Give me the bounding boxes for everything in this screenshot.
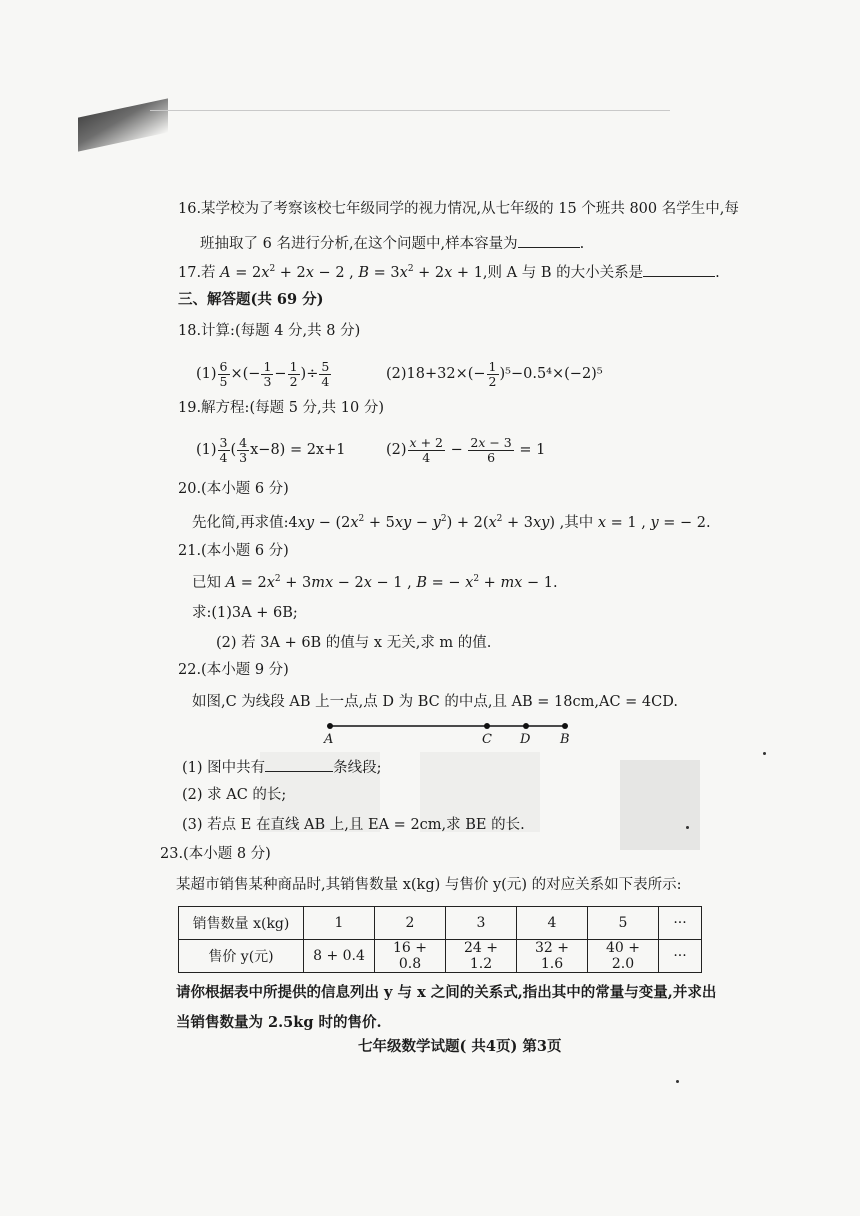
q18-head: 18.计算:(每题 4 分,共 8 分) bbox=[178, 323, 361, 339]
page-footer: 七年级数学试题( 共4页) 第3页 bbox=[358, 1038, 562, 1055]
table-cell: 32 + 1.6 bbox=[517, 940, 588, 973]
q17: 17.若 $A = 2x^2 + 2x - 2$ , $B = 3x^2 + 2x + 1$,则 A 与 B 的大小关系是 . bbox=[178, 264, 720, 281]
table-cell: 24 + 1.2 bbox=[446, 940, 517, 973]
segment-diagram bbox=[320, 716, 580, 750]
table-cell: 4 bbox=[517, 907, 588, 940]
q20-body-prefix: 先化简,再求值: bbox=[192, 515, 289, 531]
table-cell: 3 bbox=[446, 907, 517, 940]
table-cell: 40 + 2.0 bbox=[588, 940, 659, 973]
q22-p1b: 条线段; bbox=[333, 760, 382, 776]
q19-part1: (1) $\frac{3}{4}$ ( $\frac{4}{3}$ x−8) = 2x+1 bbox=[196, 434, 346, 465]
table-cell: 售价 y(元) bbox=[179, 940, 304, 973]
label-b: B bbox=[560, 732, 570, 747]
q23-ask1: 请你根据表中所提供的信息列出 y 与 x 之间的关系式,指出其中的常量与变量,并求出 bbox=[176, 984, 717, 1001]
q19-part2: (2) $\frac{x + 2}{4}$ − $\frac{2x - 3}{6}$ = 1 bbox=[386, 434, 546, 465]
q22-part1 bbox=[182, 757, 382, 777]
q21-given: 已知 $A = 2x^2 + 3mx - 2x - 1$ , B = − $x^2$ + mx − 1. bbox=[192, 574, 558, 591]
q17-suffix: ,则 A 与 B 的大小关系是 bbox=[482, 265, 644, 281]
q19-p2-label: (2) bbox=[386, 442, 407, 458]
q18-p1-label: (1) bbox=[196, 366, 217, 382]
q23-intro: 某超市销售某种商品时,其销售数量 x(kg) 与售价 y(元) 的对应关系如下表所示: bbox=[176, 877, 682, 893]
bleed-through-mark bbox=[620, 760, 700, 850]
q22-part3: (3) 若点 E 在直线 AB 上,且 EA = 2cm,求 BE 的长. bbox=[182, 817, 525, 833]
q19-p1-label: (1) bbox=[196, 442, 217, 458]
table-cell: ··· bbox=[659, 940, 702, 973]
top-rule bbox=[150, 110, 670, 111]
table-cell: 8 + 0.4 bbox=[304, 940, 375, 973]
q19-head: 19.解方程:(每题 5 分,共 10 分) bbox=[178, 400, 384, 416]
table-row bbox=[179, 907, 702, 940]
q16-line1: 16.某学校为了考察该校七年级同学的视力情况,从七年级的 15 个班共 800 名学生中,每 bbox=[178, 201, 739, 217]
q18-p2-tail: )⁵−0.5⁴×(−2)⁵ bbox=[499, 366, 603, 382]
q18-part1: (1) $\frac{6}{5}$ ×(− $\frac{1}{3}$ − $\frac{1}{2}$ )÷ $\frac{5}{4}$ bbox=[196, 358, 330, 389]
table-row bbox=[179, 940, 702, 973]
scan-shadow bbox=[78, 98, 168, 151]
q22-body: 如图,C 为线段 AB 上一点,点 D 为 BC 的中点,且 AB = 18cm,AC = 4CD. bbox=[192, 694, 678, 710]
table-cell: 2 bbox=[375, 907, 446, 940]
point-d bbox=[523, 723, 529, 729]
section3-title: 三、解答题(共 69 分) bbox=[178, 291, 324, 308]
q22-part2: (2) 求 AC 的长; bbox=[182, 787, 287, 803]
label-c: C bbox=[482, 732, 492, 747]
q22-answer-blank bbox=[265, 757, 333, 772]
q18-part2: (2)18+32×(− $\frac{1}{2}$ )⁵−0.5⁴×(−2)⁵ bbox=[386, 358, 603, 389]
label-a: A bbox=[324, 732, 334, 747]
table-cell: 16 + 0.8 bbox=[375, 940, 446, 973]
table-cell: 5 bbox=[588, 907, 659, 940]
table-cell: ··· bbox=[659, 907, 702, 940]
q23-ask2: 当销售数量为 2.5kg 时的售价. bbox=[176, 1014, 382, 1031]
point-a bbox=[327, 723, 333, 729]
q17-answer-blank bbox=[643, 262, 715, 277]
segment-svg bbox=[320, 716, 580, 750]
q17-prefix: 17.若 bbox=[178, 265, 221, 281]
q21-head: 21.(本小题 6 分) bbox=[178, 543, 289, 559]
q22-p1a: (1) 图中共有 bbox=[182, 760, 266, 776]
q19-p1-tail: x−8) = 2x+1 bbox=[250, 442, 346, 458]
q20-body: 先化简,再求值:4xy − $(2x^2 + 5xy - y^2) + 2(x^2 + 3xy)$ ,其中 x = 1 , y = − 2. bbox=[192, 514, 711, 531]
q18-p2-label: (2)18+32×(− bbox=[386, 366, 486, 382]
speck bbox=[686, 826, 689, 829]
table-cell: 1 bbox=[304, 907, 375, 940]
speck bbox=[763, 752, 766, 755]
q16-line2-text: 班抽取了 6 名进行分析,在这个问题中,样本容量为 bbox=[200, 236, 518, 252]
q22-head: 22.(本小题 9 分) bbox=[178, 662, 289, 678]
q16-line2: 班抽取了 6 名进行分析,在这个问题中,样本容量为 . bbox=[200, 233, 584, 253]
label-d: D bbox=[520, 732, 531, 747]
table-cell: 销售数量 x(kg) bbox=[179, 907, 304, 940]
q16-answer-blank bbox=[518, 233, 580, 248]
point-c bbox=[484, 723, 490, 729]
speck bbox=[676, 1080, 679, 1083]
point-b bbox=[562, 723, 568, 729]
sales-table bbox=[178, 906, 702, 973]
q21-part2: (2) 若 3A + 6B 的值与 x 无关,求 m 的值. bbox=[216, 635, 492, 651]
q21-part1: 求:(1)3A + 6B; bbox=[192, 605, 298, 621]
q23-head: 23.(本小题 8 分) bbox=[160, 846, 271, 862]
q20-head: 20.(本小题 6 分) bbox=[178, 481, 289, 497]
